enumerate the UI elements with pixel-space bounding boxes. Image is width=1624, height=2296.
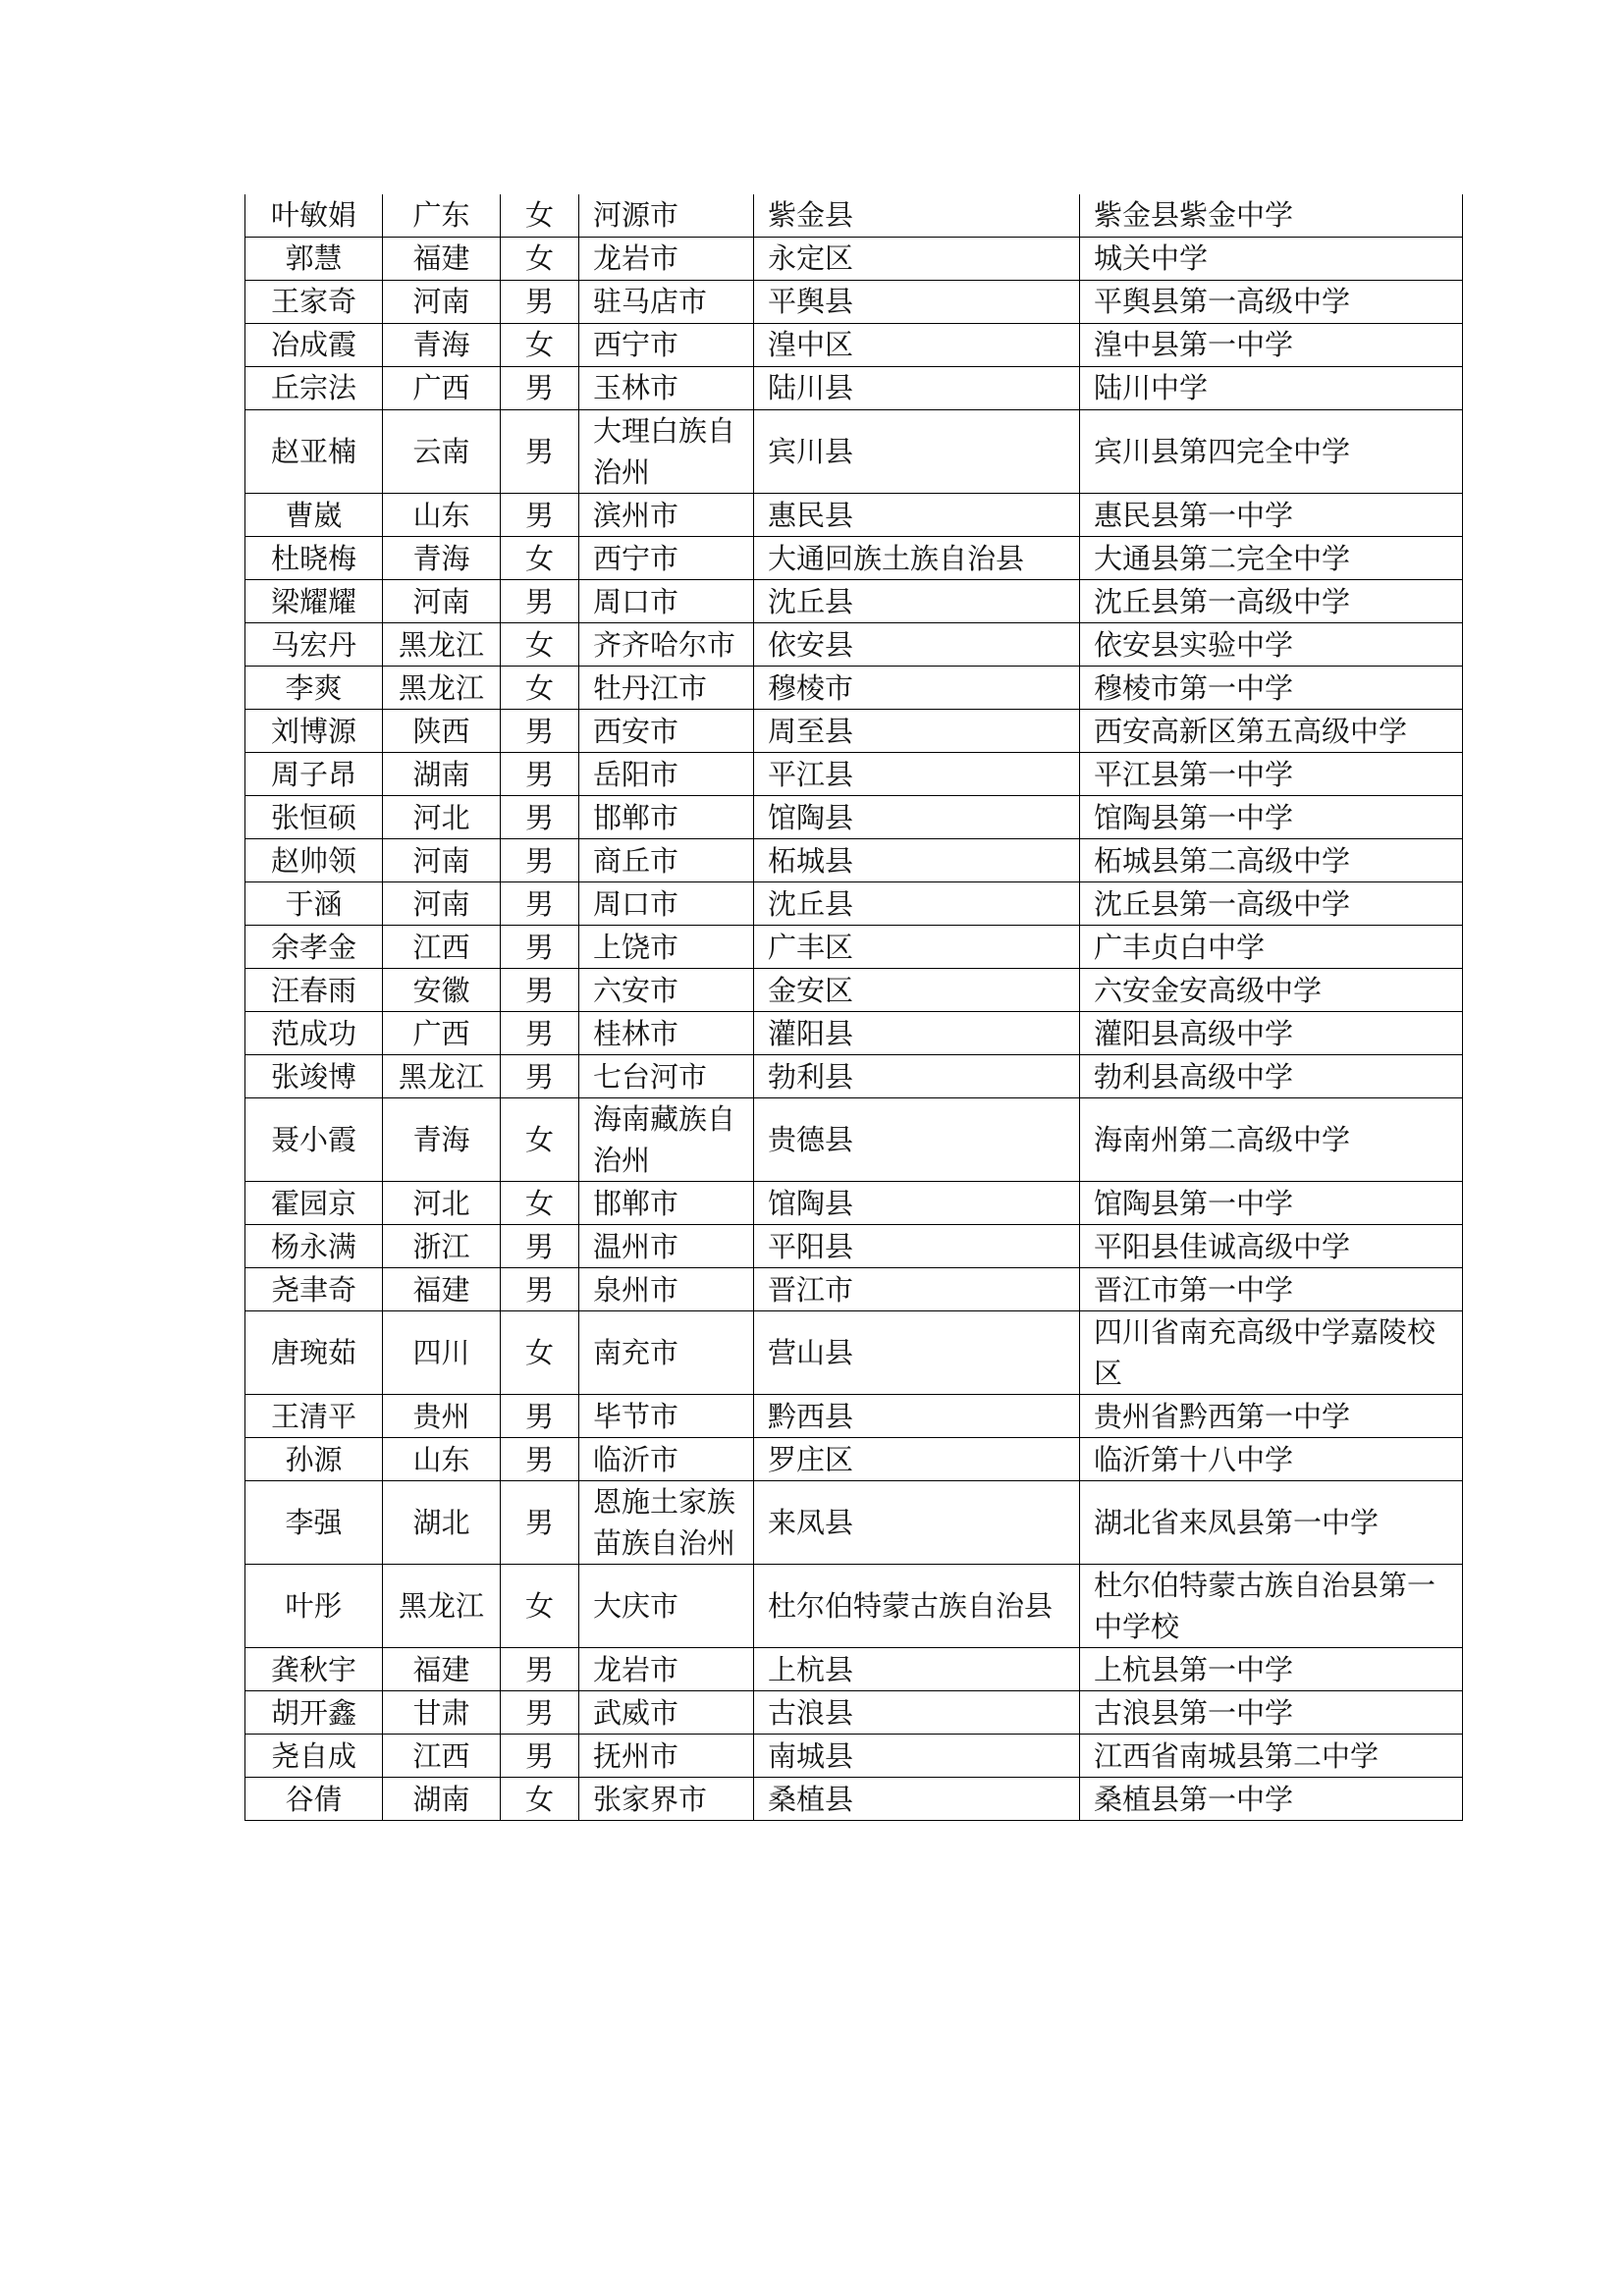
- city-cell: 恩施土家族苗族自治州: [579, 1481, 754, 1565]
- province-cell: 河北: [383, 1182, 501, 1225]
- gender-cell: 男: [501, 494, 579, 537]
- table-row: [245, 238, 1463, 281]
- province-cell: 黑龙江: [383, 667, 501, 710]
- table-row: [245, 194, 1463, 238]
- gender-cell: 女: [501, 1311, 579, 1395]
- gender-cell: 男: [501, 281, 579, 324]
- province-cell: 黑龙江: [383, 1565, 501, 1648]
- gender-cell: 男: [501, 1055, 579, 1098]
- school-cell: 六安金安高级中学: [1080, 969, 1463, 1012]
- school-cell: 临沂第十八中学: [1080, 1438, 1463, 1481]
- table-row: [245, 1098, 1463, 1182]
- gender-cell: 男: [501, 753, 579, 796]
- table-row: [245, 367, 1463, 410]
- city-cell: 邯郸市: [579, 796, 754, 839]
- province-cell: 甘肃: [383, 1691, 501, 1735]
- gender-cell: 男: [501, 1481, 579, 1565]
- county-cell: 湟中区: [754, 324, 1080, 367]
- school-cell: 湟中县第一中学: [1080, 324, 1463, 367]
- city-cell: 西安市: [579, 710, 754, 753]
- student-name-cell: 于涵: [245, 882, 383, 926]
- province-cell: 青海: [383, 1098, 501, 1182]
- city-cell: 大理白族自治州: [579, 410, 754, 494]
- school-cell: 平阳县佳诚高级中学: [1080, 1225, 1463, 1268]
- province-cell: 江西: [383, 1735, 501, 1778]
- student-name-cell: 冶成霞: [245, 324, 383, 367]
- school-cell: 湖北省来凤县第一中学: [1080, 1481, 1463, 1565]
- county-cell: 南城县: [754, 1735, 1080, 1778]
- school-cell: 馆陶县第一中学: [1080, 796, 1463, 839]
- gender-cell: 男: [501, 1735, 579, 1778]
- county-cell: 沈丘县: [754, 882, 1080, 926]
- gender-cell: 男: [501, 1438, 579, 1481]
- county-cell: 宾川县: [754, 410, 1080, 494]
- province-cell: 黑龙江: [383, 1055, 501, 1098]
- table-row: [245, 1225, 1463, 1268]
- school-cell: 惠民县第一中学: [1080, 494, 1463, 537]
- table-row: [245, 1055, 1463, 1098]
- table-row: [245, 410, 1463, 494]
- table-row: [245, 1438, 1463, 1481]
- gender-cell: 男: [501, 926, 579, 969]
- county-cell: 平江县: [754, 753, 1080, 796]
- gender-cell: 女: [501, 1778, 579, 1821]
- province-cell: 福建: [383, 1268, 501, 1311]
- city-cell: 泉州市: [579, 1268, 754, 1311]
- gender-cell: 男: [501, 1691, 579, 1735]
- school-cell: 桑植县第一中学: [1080, 1778, 1463, 1821]
- city-cell: 邯郸市: [579, 1182, 754, 1225]
- city-cell: 海南藏族自治州: [579, 1098, 754, 1182]
- gender-cell: 男: [501, 1395, 579, 1438]
- student-name-cell: 尧聿奇: [245, 1268, 383, 1311]
- county-cell: 紫金县: [754, 194, 1080, 238]
- province-cell: 陕西: [383, 710, 501, 753]
- county-cell: 大通回族土族自治县: [754, 537, 1080, 580]
- province-cell: 山东: [383, 1438, 501, 1481]
- table-row: [245, 623, 1463, 667]
- province-cell: 湖南: [383, 753, 501, 796]
- student-name-cell: 曹崴: [245, 494, 383, 537]
- table-row: [245, 882, 1463, 926]
- province-cell: 湖南: [383, 1778, 501, 1821]
- gender-cell: 女: [501, 1182, 579, 1225]
- table-row: [245, 494, 1463, 537]
- table-row: [245, 1481, 1463, 1565]
- city-cell: 牡丹江市: [579, 667, 754, 710]
- student-name-cell: 王清平: [245, 1395, 383, 1438]
- gender-cell: 男: [501, 1012, 579, 1055]
- school-cell: 平舆县第一高级中学: [1080, 281, 1463, 324]
- table-row: [245, 537, 1463, 580]
- student-name-cell: 梁耀耀: [245, 580, 383, 623]
- county-cell: 灌阳县: [754, 1012, 1080, 1055]
- student-name-cell: 刘博源: [245, 710, 383, 753]
- school-cell: 依安县实验中学: [1080, 623, 1463, 667]
- county-cell: 贵德县: [754, 1098, 1080, 1182]
- student-name-cell: 聂小霞: [245, 1098, 383, 1182]
- table-row: [245, 1311, 1463, 1395]
- table-row: [245, 1648, 1463, 1691]
- gender-cell: 男: [501, 839, 579, 882]
- school-cell: 穆棱市第一中学: [1080, 667, 1463, 710]
- gender-cell: 男: [501, 710, 579, 753]
- city-cell: 西宁市: [579, 324, 754, 367]
- province-cell: 河南: [383, 882, 501, 926]
- student-name-cell: 尧自成: [245, 1735, 383, 1778]
- student-name-cell: 杨永满: [245, 1225, 383, 1268]
- county-cell: 惠民县: [754, 494, 1080, 537]
- student-name-cell: 丘宗法: [245, 367, 383, 410]
- student-name-cell: 李强: [245, 1481, 383, 1565]
- school-cell: 杜尔伯特蒙古族自治县第一中学校: [1080, 1565, 1463, 1648]
- table-row: [245, 1735, 1463, 1778]
- province-cell: 河南: [383, 281, 501, 324]
- school-cell: 沈丘县第一高级中学: [1080, 580, 1463, 623]
- city-cell: 西宁市: [579, 537, 754, 580]
- school-cell: 平江县第一中学: [1080, 753, 1463, 796]
- student-name-cell: 张恒硕: [245, 796, 383, 839]
- province-cell: 河南: [383, 580, 501, 623]
- county-cell: 柘城县: [754, 839, 1080, 882]
- student-name-cell: 李爽: [245, 667, 383, 710]
- province-cell: 云南: [383, 410, 501, 494]
- city-cell: 抚州市: [579, 1735, 754, 1778]
- province-cell: 江西: [383, 926, 501, 969]
- student-name-cell: 唐琬茹: [245, 1311, 383, 1395]
- city-cell: 上饶市: [579, 926, 754, 969]
- student-name-cell: 杜晓梅: [245, 537, 383, 580]
- gender-cell: 女: [501, 667, 579, 710]
- gender-cell: 女: [501, 324, 579, 367]
- school-cell: 大通县第二完全中学: [1080, 537, 1463, 580]
- city-cell: 温州市: [579, 1225, 754, 1268]
- table-row: [245, 1395, 1463, 1438]
- student-name-cell: 谷倩: [245, 1778, 383, 1821]
- province-cell: 青海: [383, 537, 501, 580]
- student-name-cell: 余孝金: [245, 926, 383, 969]
- student-name-cell: 马宏丹: [245, 623, 383, 667]
- city-cell: 毕节市: [579, 1395, 754, 1438]
- gender-cell: 女: [501, 1565, 579, 1648]
- county-cell: 依安县: [754, 623, 1080, 667]
- gender-cell: 女: [501, 1098, 579, 1182]
- school-cell: 贵州省黔西第一中学: [1080, 1395, 1463, 1438]
- school-cell: 宾川县第四完全中学: [1080, 410, 1463, 494]
- gender-cell: 男: [501, 410, 579, 494]
- roster-body: [245, 194, 1463, 1821]
- province-cell: 山东: [383, 494, 501, 537]
- table-row: [245, 969, 1463, 1012]
- city-cell: 南充市: [579, 1311, 754, 1395]
- city-cell: 周口市: [579, 882, 754, 926]
- school-cell: 广丰贞白中学: [1080, 926, 1463, 969]
- student-name-cell: 周子昂: [245, 753, 383, 796]
- gender-cell: 男: [501, 1225, 579, 1268]
- county-cell: 古浪县: [754, 1691, 1080, 1735]
- school-cell: 馆陶县第一中学: [1080, 1182, 1463, 1225]
- city-cell: 商丘市: [579, 839, 754, 882]
- province-cell: 黑龙江: [383, 623, 501, 667]
- table-row: [245, 710, 1463, 753]
- county-cell: 上杭县: [754, 1648, 1080, 1691]
- county-cell: 桑植县: [754, 1778, 1080, 1821]
- county-cell: 平舆县: [754, 281, 1080, 324]
- county-cell: 穆棱市: [754, 667, 1080, 710]
- table-row: [245, 281, 1463, 324]
- school-cell: 灌阳县高级中学: [1080, 1012, 1463, 1055]
- student-name-cell: 叶敏娟: [245, 194, 383, 238]
- province-cell: 河北: [383, 796, 501, 839]
- school-cell: 江西省南城县第二中学: [1080, 1735, 1463, 1778]
- student-roster-table: [244, 194, 1463, 1821]
- school-cell: 沈丘县第一高级中学: [1080, 882, 1463, 926]
- county-cell: 周至县: [754, 710, 1080, 753]
- city-cell: 河源市: [579, 194, 754, 238]
- county-cell: 金安区: [754, 969, 1080, 1012]
- student-name-cell: 赵亚楠: [245, 410, 383, 494]
- gender-cell: 女: [501, 238, 579, 281]
- gender-cell: 女: [501, 537, 579, 580]
- city-cell: 周口市: [579, 580, 754, 623]
- county-cell: 平阳县: [754, 1225, 1080, 1268]
- province-cell: 广西: [383, 1012, 501, 1055]
- county-cell: 罗庄区: [754, 1438, 1080, 1481]
- table-row: [245, 324, 1463, 367]
- province-cell: 安徽: [383, 969, 501, 1012]
- school-cell: 四川省南充高级中学嘉陵校区: [1080, 1311, 1463, 1395]
- table-row: [245, 753, 1463, 796]
- province-cell: 浙江: [383, 1225, 501, 1268]
- city-cell: 张家界市: [579, 1778, 754, 1821]
- city-cell: 武威市: [579, 1691, 754, 1735]
- student-name-cell: 胡开鑫: [245, 1691, 383, 1735]
- table-row: [245, 1268, 1463, 1311]
- county-cell: 沈丘县: [754, 580, 1080, 623]
- city-cell: 驻马店市: [579, 281, 754, 324]
- table-row: [245, 1778, 1463, 1821]
- school-cell: 勃利县高级中学: [1080, 1055, 1463, 1098]
- county-cell: 黔西县: [754, 1395, 1080, 1438]
- county-cell: 勃利县: [754, 1055, 1080, 1098]
- school-cell: 古浪县第一中学: [1080, 1691, 1463, 1735]
- school-cell: 柘城县第二高级中学: [1080, 839, 1463, 882]
- student-name-cell: 王家奇: [245, 281, 383, 324]
- city-cell: 六安市: [579, 969, 754, 1012]
- student-name-cell: 龚秋宇: [245, 1648, 383, 1691]
- gender-cell: 女: [501, 194, 579, 238]
- student-name-cell: 孙源: [245, 1438, 383, 1481]
- province-cell: 河南: [383, 839, 501, 882]
- student-name-cell: 范成功: [245, 1012, 383, 1055]
- school-cell: 上杭县第一中学: [1080, 1648, 1463, 1691]
- table-row: [245, 796, 1463, 839]
- province-cell: 四川: [383, 1311, 501, 1395]
- school-cell: 海南州第二高级中学: [1080, 1098, 1463, 1182]
- province-cell: 广西: [383, 367, 501, 410]
- province-cell: 贵州: [383, 1395, 501, 1438]
- city-cell: 临沂市: [579, 1438, 754, 1481]
- gender-cell: 女: [501, 623, 579, 667]
- county-cell: 营山县: [754, 1311, 1080, 1395]
- city-cell: 龙岩市: [579, 1648, 754, 1691]
- student-name-cell: 张竣博: [245, 1055, 383, 1098]
- table-row: [245, 1012, 1463, 1055]
- city-cell: 岳阳市: [579, 753, 754, 796]
- gender-cell: 男: [501, 367, 579, 410]
- county-cell: 陆川县: [754, 367, 1080, 410]
- province-cell: 福建: [383, 238, 501, 281]
- student-name-cell: 赵帅领: [245, 839, 383, 882]
- student-name-cell: 郭慧: [245, 238, 383, 281]
- city-cell: 大庆市: [579, 1565, 754, 1648]
- student-name-cell: 叶彤: [245, 1565, 383, 1648]
- county-cell: 广丰区: [754, 926, 1080, 969]
- table-row: [245, 1182, 1463, 1225]
- school-cell: 陆川中学: [1080, 367, 1463, 410]
- city-cell: 七台河市: [579, 1055, 754, 1098]
- city-cell: 龙岩市: [579, 238, 754, 281]
- student-name-cell: 霍园京: [245, 1182, 383, 1225]
- gender-cell: 男: [501, 1268, 579, 1311]
- school-cell: 紫金县紫金中学: [1080, 194, 1463, 238]
- school-cell: 晋江市第一中学: [1080, 1268, 1463, 1311]
- table-row: [245, 1565, 1463, 1648]
- gender-cell: 男: [501, 882, 579, 926]
- county-cell: 永定区: [754, 238, 1080, 281]
- province-cell: 湖北: [383, 1481, 501, 1565]
- table-row: [245, 580, 1463, 623]
- table-row: [245, 667, 1463, 710]
- gender-cell: 男: [501, 796, 579, 839]
- gender-cell: 男: [501, 969, 579, 1012]
- county-cell: 馆陶县: [754, 1182, 1080, 1225]
- student-name-cell: 汪春雨: [245, 969, 383, 1012]
- county-cell: 来凤县: [754, 1481, 1080, 1565]
- county-cell: 馆陶县: [754, 796, 1080, 839]
- school-cell: 西安高新区第五高级中学: [1080, 710, 1463, 753]
- county-cell: 杜尔伯特蒙古族自治县: [754, 1565, 1080, 1648]
- province-cell: 青海: [383, 324, 501, 367]
- province-cell: 福建: [383, 1648, 501, 1691]
- city-cell: 玉林市: [579, 367, 754, 410]
- table-row: [245, 1691, 1463, 1735]
- city-cell: 齐齐哈尔市: [579, 623, 754, 667]
- gender-cell: 男: [501, 1648, 579, 1691]
- table-row: [245, 839, 1463, 882]
- province-cell: 广东: [383, 194, 501, 238]
- school-cell: 城关中学: [1080, 238, 1463, 281]
- table-row: [245, 926, 1463, 969]
- city-cell: 桂林市: [579, 1012, 754, 1055]
- gender-cell: 男: [501, 580, 579, 623]
- county-cell: 晋江市: [754, 1268, 1080, 1311]
- city-cell: 滨州市: [579, 494, 754, 537]
